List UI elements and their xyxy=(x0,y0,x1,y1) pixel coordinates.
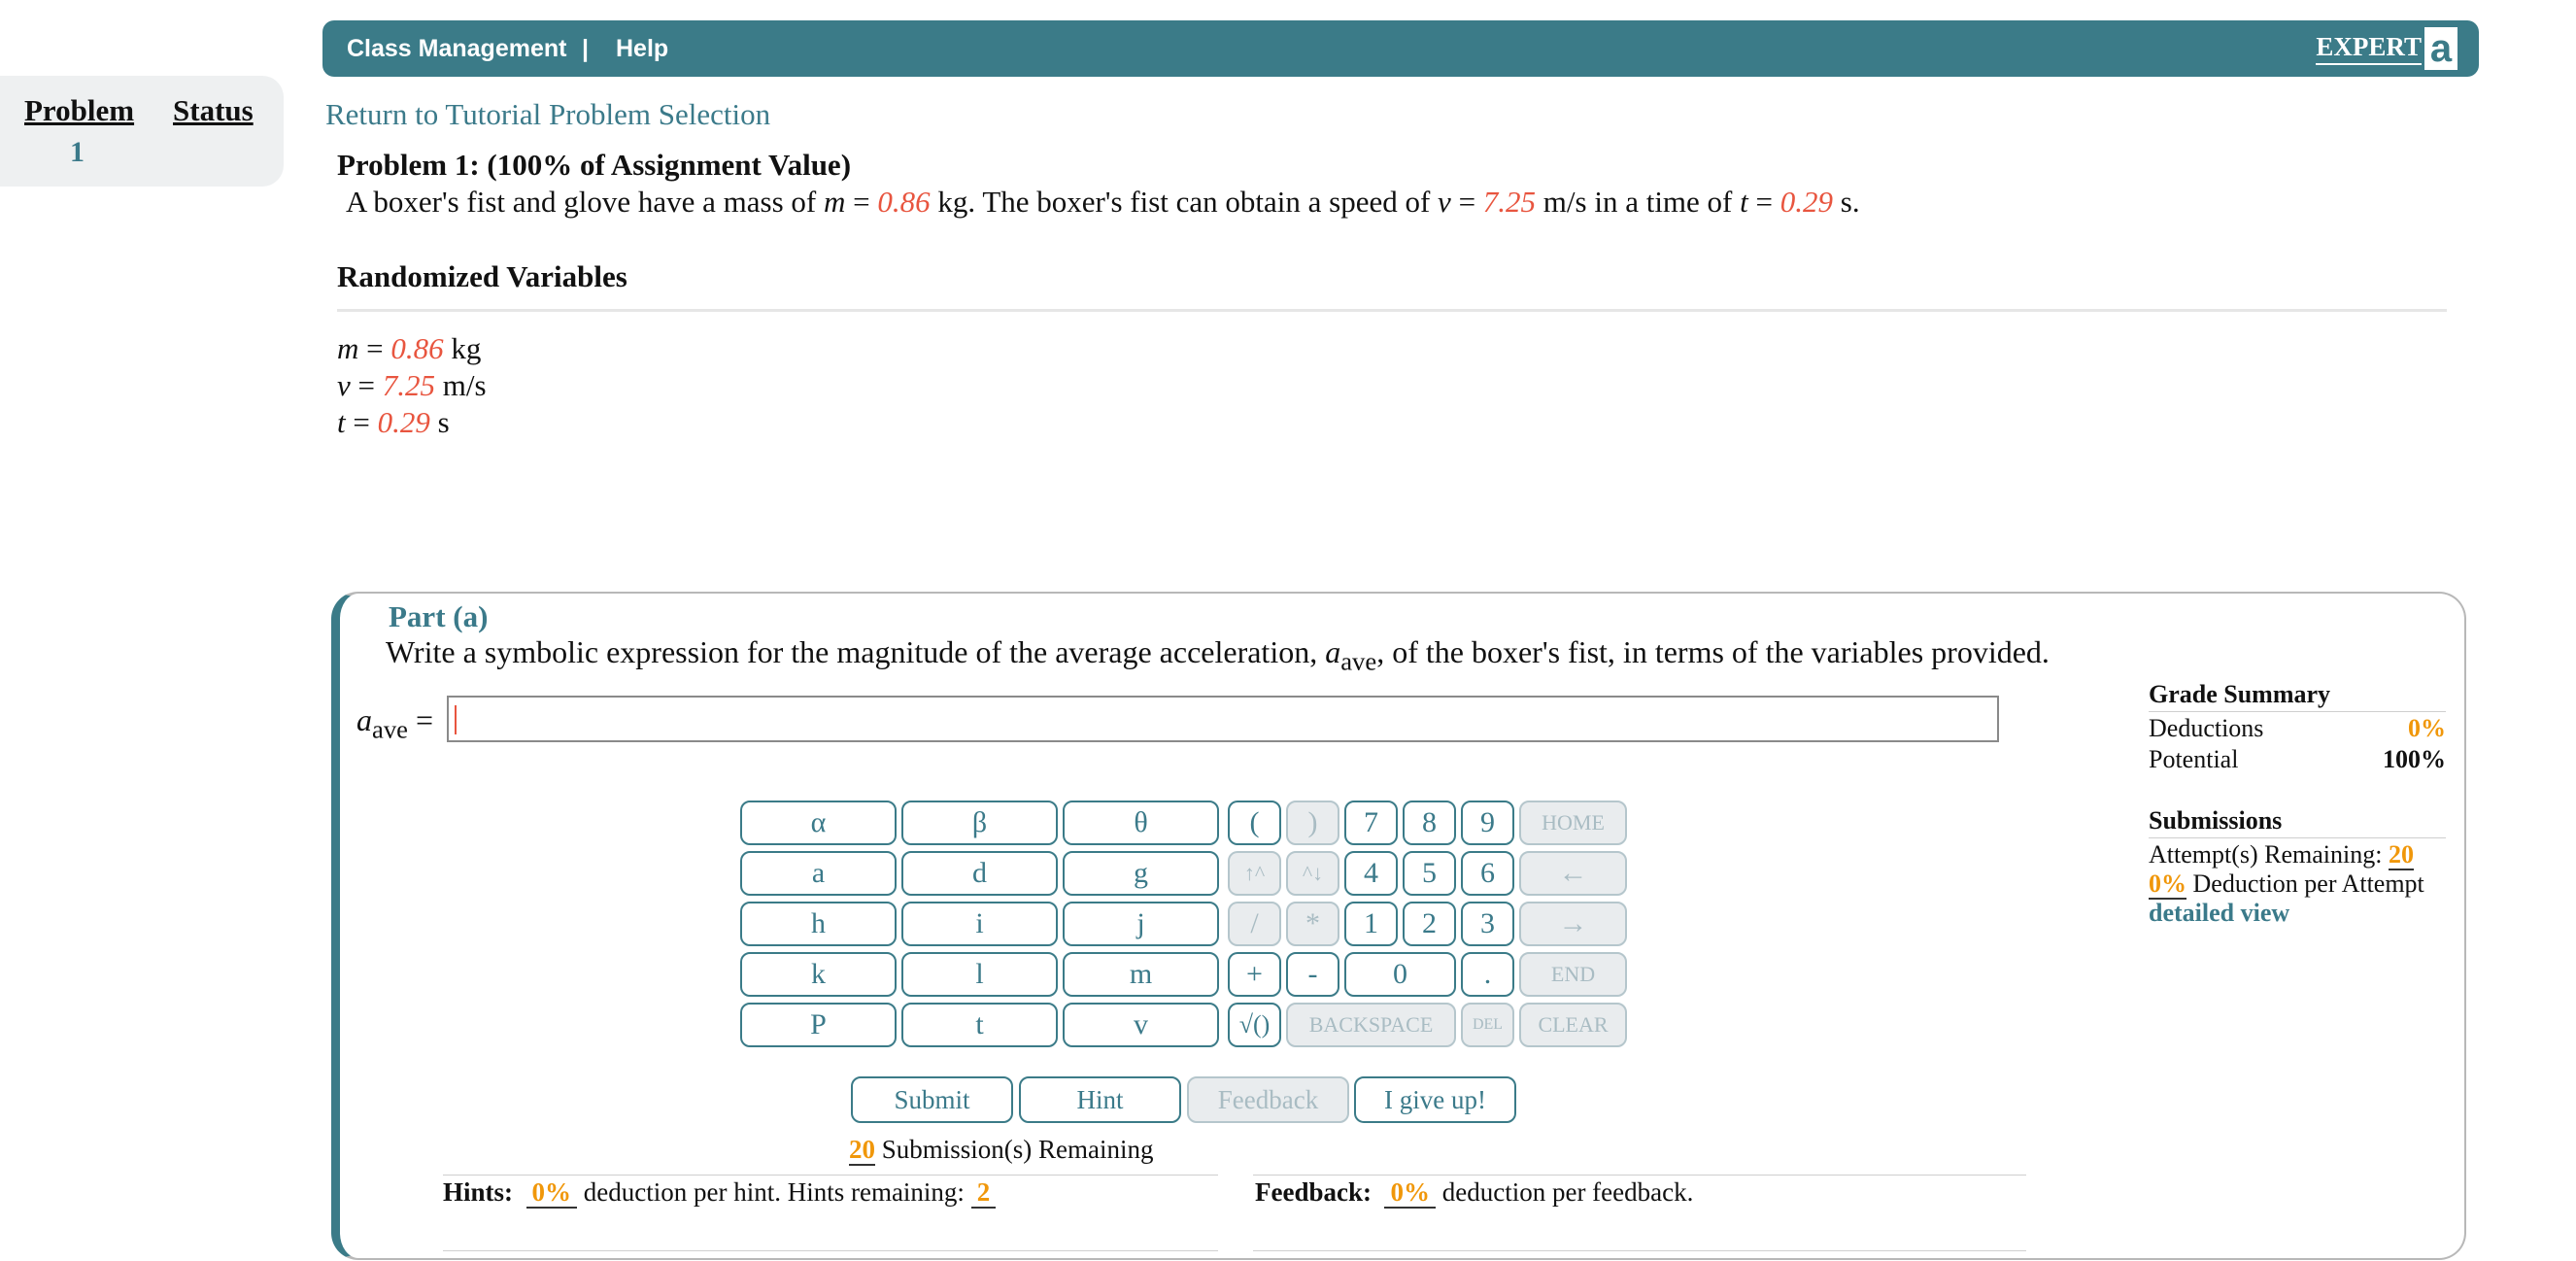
problem-status-panel xyxy=(0,76,284,187)
equals: = xyxy=(345,405,378,439)
detailed-view-link[interactable]: detailed view xyxy=(2149,899,2290,927)
key-divide[interactable]: / xyxy=(1228,902,1281,946)
logo-text: EXPERT xyxy=(2316,32,2422,65)
text-caret xyxy=(455,705,457,734)
equals: = xyxy=(350,368,383,402)
give-up-button[interactable]: I give up! xyxy=(1354,1076,1516,1123)
key-3[interactable]: 3 xyxy=(1461,902,1514,946)
key-alpha[interactable]: α xyxy=(740,801,897,845)
statement-text: m/s in a time of xyxy=(1536,185,1741,219)
divider xyxy=(1253,1250,2026,1251)
problem-title: Problem 1: (100% of Assignment Value) xyxy=(337,148,852,182)
question-subscript: ave xyxy=(1340,646,1377,676)
key-beta[interactable]: β xyxy=(901,801,1058,845)
answer-subscript: ave xyxy=(372,714,408,744)
var-unit: s xyxy=(429,405,450,439)
problem-statement xyxy=(346,185,1860,220)
key-j[interactable]: j xyxy=(1063,902,1219,946)
part-a-panel xyxy=(331,592,2466,1260)
help-link[interactable]: Help xyxy=(616,35,669,62)
attempts-value: 20 xyxy=(2388,840,2414,869)
key-k[interactable]: k xyxy=(740,952,897,997)
submissions-count: 20 xyxy=(849,1135,875,1164)
part-question xyxy=(386,634,2050,676)
answer-input[interactable] xyxy=(447,696,1999,742)
equals: = xyxy=(1747,185,1780,219)
randomized-variable-row xyxy=(337,405,450,440)
deductions-label: Deductions xyxy=(2149,714,2264,742)
submit-button[interactable]: Submit xyxy=(851,1076,1013,1123)
submissions-remaining xyxy=(849,1135,1154,1165)
key-g[interactable]: g xyxy=(1063,851,1219,896)
question-text: Write a symbolic expression for the magnitude of the average acceleration, xyxy=(386,634,1326,669)
statement-text: s. xyxy=(1833,185,1860,219)
statement-text: kg. The boxer's fist can obtain a speed of xyxy=(930,185,1439,219)
attempts-label: Attempt(s) Remaining: xyxy=(2149,840,2389,869)
key-plus[interactable]: + xyxy=(1228,952,1281,997)
equals: = xyxy=(845,185,878,219)
var-value: 7.25 xyxy=(1482,185,1537,219)
key-close-paren[interactable]: ) xyxy=(1286,801,1339,845)
feedback-label: Feedback: xyxy=(1255,1177,1372,1207)
submissions-label: Submission(s) Remaining xyxy=(875,1135,1154,1164)
top-navigation-bar xyxy=(322,20,2479,77)
feedback-button[interactable]: Feedback xyxy=(1187,1076,1349,1123)
key-clear[interactable]: CLEAR xyxy=(1519,1003,1627,1047)
key-1[interactable]: 1 xyxy=(1344,902,1398,946)
key-l[interactable]: l xyxy=(901,952,1058,997)
key-open-paren[interactable]: ( xyxy=(1228,801,1281,845)
problem-number-link[interactable]: 1 xyxy=(70,136,85,168)
divider xyxy=(337,309,2447,312)
key-v[interactable]: v xyxy=(1063,1003,1219,1047)
attempt-deduction-label: Deduction per Attempt xyxy=(2186,869,2424,898)
key-i[interactable]: i xyxy=(901,902,1058,946)
key-4[interactable]: 4 xyxy=(1344,851,1398,896)
key-sqrt[interactable]: √() xyxy=(1228,1003,1281,1047)
question-symbol: a xyxy=(1325,634,1341,669)
potential-row xyxy=(2149,745,2446,774)
feedback-info xyxy=(1255,1177,1693,1208)
deductions-value: 0% xyxy=(2408,714,2446,742)
randomized-variables-title: Randomized Variables xyxy=(337,259,627,293)
key-superscript-down[interactable]: ^↓ xyxy=(1286,851,1339,896)
part-label: Part (a) xyxy=(389,599,489,633)
potential-value: 100% xyxy=(2383,745,2446,773)
hints-text: deduction per hint. Hints remaining: xyxy=(577,1177,971,1207)
expert-logo xyxy=(2316,27,2457,70)
class-management-link[interactable]: Class Management xyxy=(347,35,567,62)
key-5[interactable]: 5 xyxy=(1403,851,1456,896)
key-home[interactable]: HOME xyxy=(1519,801,1627,845)
key-right-arrow[interactable]: → xyxy=(1519,902,1627,946)
hint-deduction: 0% xyxy=(526,1177,578,1209)
hint-button[interactable]: Hint xyxy=(1019,1076,1181,1123)
attempt-deduction-value: 0% xyxy=(2149,869,2186,898)
grade-summary-title: Grade Summary xyxy=(2149,680,2446,712)
attempts-row xyxy=(2149,840,2446,869)
key-7[interactable]: 7 xyxy=(1344,801,1398,845)
question-text: , of the boxer's fist, in terms of the variables provided. xyxy=(1376,634,2050,669)
var-value: 0.86 xyxy=(877,185,931,219)
var-symbol: v xyxy=(337,368,351,402)
var-value: 0.29 xyxy=(1779,185,1833,219)
var-unit: m/s xyxy=(435,368,487,402)
return-to-selection-link[interactable]: Return to Tutorial Problem Selection xyxy=(325,97,771,131)
feedback-deduction: 0% xyxy=(1384,1177,1436,1209)
hints-info xyxy=(443,1177,996,1208)
key-multiply[interactable]: * xyxy=(1286,902,1339,946)
logo-icon: a xyxy=(2424,27,2457,70)
var-symbol: t xyxy=(337,405,346,439)
key-left-arrow[interactable]: ← xyxy=(1519,851,1627,896)
randomized-variable-row xyxy=(337,368,487,403)
divider xyxy=(1253,1175,2026,1176)
divider xyxy=(443,1175,1218,1176)
key-0[interactable]: 0 xyxy=(1344,952,1456,997)
equals: = xyxy=(1450,185,1483,219)
key-superscript-up[interactable]: ↑^ xyxy=(1228,851,1281,896)
key-decimal[interactable]: . xyxy=(1461,952,1514,997)
submissions-title: Submissions xyxy=(2149,806,2446,838)
equals: = xyxy=(358,331,391,365)
problem-column-header: Problem xyxy=(24,93,135,127)
key-6[interactable]: 6 xyxy=(1461,851,1514,896)
randomized-variable-row xyxy=(337,331,481,366)
key-a[interactable]: a xyxy=(740,851,897,896)
key-t[interactable]: t xyxy=(901,1003,1058,1047)
hints-label: Hints: xyxy=(443,1177,514,1207)
deductions-row xyxy=(2149,714,2446,743)
nav-separator: | xyxy=(582,35,589,62)
key-minus[interactable]: - xyxy=(1286,952,1339,997)
answer-equals: = xyxy=(408,702,434,737)
var-symbol: m xyxy=(337,331,359,365)
divider xyxy=(443,1250,1218,1251)
submissions-summary xyxy=(2149,806,2446,928)
var-unit: kg xyxy=(443,331,482,365)
status-column-header: Status xyxy=(173,93,254,127)
var-value: 0.29 xyxy=(377,405,430,439)
var-value: 0.86 xyxy=(390,331,444,365)
key-p[interactable]: P xyxy=(740,1003,897,1047)
feedback-text: deduction per feedback. xyxy=(1435,1177,1694,1207)
var-symbol: m xyxy=(824,185,846,219)
hints-remaining: 2 xyxy=(971,1177,997,1209)
answer-label xyxy=(356,702,433,744)
key-theta[interactable]: θ xyxy=(1063,801,1219,845)
answer-symbol: a xyxy=(356,702,372,737)
key-h[interactable]: h xyxy=(740,902,897,946)
potential-label: Potential xyxy=(2149,745,2239,773)
key-8[interactable]: 8 xyxy=(1403,801,1456,845)
key-m[interactable]: m xyxy=(1063,952,1219,997)
key-d[interactable]: d xyxy=(901,851,1058,896)
var-value: 7.25 xyxy=(382,368,435,402)
key-end[interactable]: END xyxy=(1519,952,1627,997)
key-backspace[interactable]: BACKSPACE xyxy=(1286,1003,1456,1047)
grade-summary xyxy=(2149,680,2446,774)
key-9[interactable]: 9 xyxy=(1461,801,1514,845)
var-symbol: t xyxy=(1740,185,1748,219)
deduction-row xyxy=(2149,869,2446,899)
key-del[interactable]: DEL xyxy=(1461,1003,1514,1047)
var-symbol: v xyxy=(1438,185,1451,219)
key-2[interactable]: 2 xyxy=(1403,902,1456,946)
statement-text: A boxer's fist and glove have a mass of xyxy=(346,185,825,219)
